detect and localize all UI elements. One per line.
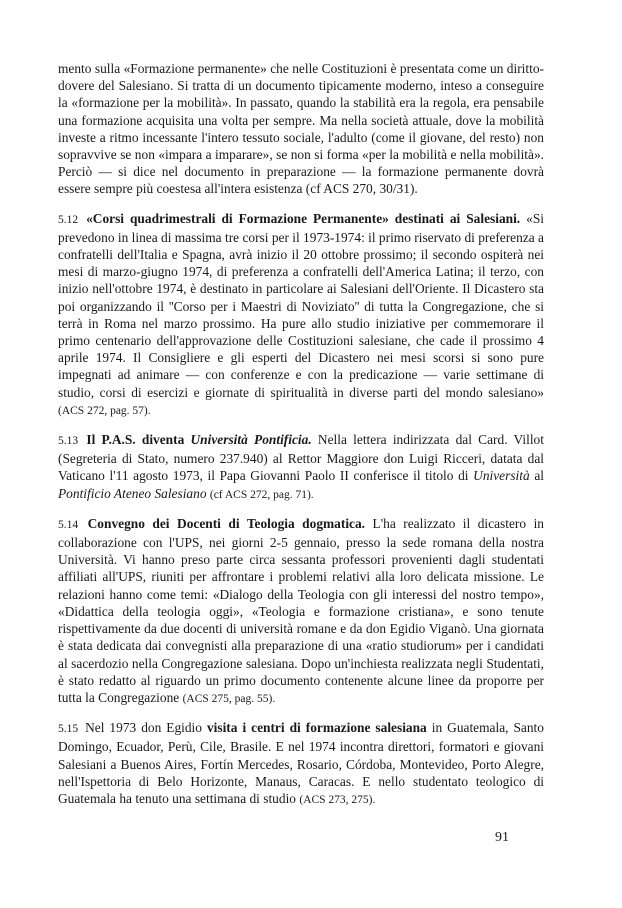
section-pre-text: Nel 1973 don Egidio [85,720,207,736]
section-number: 5.14 [58,518,79,531]
section-5-12 [58,210,544,420]
section-5-14 [58,515,544,708]
section-italic-term-2: Pontificio Ateneo Salesiano [58,485,207,501]
section-reference: (ACS 273, 275). [299,793,376,806]
page-number: 91 [495,830,509,845]
section-body-part-2: al [529,468,544,484]
intro-paragraph [58,60,544,198]
section-italic-term-1: Università [473,468,530,484]
section-reference: (cf ACS 272, pag. 71). [209,488,314,501]
section-heading: visita i centri di formazione salesiana [206,720,427,736]
section-body: L'ha realizzato il dicastero in collaborazione con l'UPS, nei giorni 2-5 gennaio, presso la sede romana della nostra Università. Vi hanno preso parte circa sessanta professori provenienti dagli studentati affiliati all'UPS, riuniti per affrontare i problemi relativi alla loro delicata missione. Le relazioni hanno come temi: «Dialogo della Teologia con gli interessi del nostro tempo», «Didattica della teologia oggi», «Teologia e formazione cristiana», e sono tenute rispettivamente da due docenti di università romane e da don Egidio Viganò. Una giornata è stata dedicata dai convegnisti alla preparazione di una «ratio studiorum» per i candidati al sacerdozio nella Congregazione salesiana. Dopo un'inchiesta realizzata negli Studentati, è stato redatto al riguardo un primo documento contenente alcune linee da proporre per tutta la Congregazione [58,515,544,705]
section-heading-italic: Università Pontificia. [190,432,312,448]
section-heading: «Corsi quadrimestrali di Formazione Permanente» destinati ai Salesiani. [86,210,521,226]
section-body-part-1: Nella lettera indirizzata dal Card. Villot (Segreteria di Stato, numero 237.940) al Rettor Maggiore don Luigi Ricceri, datata dal Vaticano l'11 agosto 1973, il Papa Giovanni Paolo II conferisce il titolo di [58,432,544,484]
section-heading-pre: Il P.A.S. diventa [86,432,191,448]
section-number: 5.13 [58,435,79,448]
section-body: in Guatemala, Santo Domingo, Ecuador, Perù, Cile, Brasile. E nel 1974 incontra direttori, formatori e giovani Salesiani a Buenos Aires, Fortín Mercedes, Rosario, Córdoba, Montevideo, Porto Alegre, nell'Ispettoria di Belo Horizonte, Manaus, Caracas. E nello studentato teologico di Guatemala ha tenuto una settimana di studio [58,720,544,806]
section-reference: (ACS 275, pag. 55). [182,692,276,705]
document-page [58,60,544,820]
section-body: «Si prevedono in linea di massima tre corsi per il 1973-1974: il primo riservato di preferenza a confratelli dell'Italia e Spagna, avrà inizio il 20 ottobre prossimo; il secondo ospiterà nei mesi di marzo-giugno 1974, di preferenza a confratelli dell'America Latina; il terzo, con inizio nell'ottobre 1974, è destinato in particolare ai Salesiani dell'Oriente. Il Dicastero sta poi organizzando il ''Corso per i Maestri di Noviziato'' di tutta la Congregazione, che si terrà in Roma nel marzo prossimo. Ha pure allo studio iniziative per commemorare il primo centenario dell'approvazione delle Costituzioni salesiane, che cade il prossimo 4 aprile 1974. Il Consigliere e gli esperti del Dicastero nei mesi scorsi si sono pure impegnati ad animare — con conferenze e con la predicazione — varie settimane di studio, corsi di esercizi e giornate di spiritualità in diverse parti del mondo salesiano» [58,210,545,400]
section-number: 5.15 [58,723,79,736]
section-heading: Convegno dei Docenti di Teologia dogmatica. [87,515,366,531]
section-reference: (ACS 272, pag. 57). [58,404,151,417]
intro-text: mento sulla «Formazione permanente» che nelle Costituzioni è presentata come un diritto-dovere del Salesiano. Si tratta di un documento tipicamente moderno, inteso a conseguire la «formazione per la mobilità». In passato, quando la stabilità era la regola, era pensabile una formazione acquisita una volta per sempre. Ma nella società attuale, dove la mobilità investe a ritmo incessante l'intero tessuto sociale, l'adulto (come il giovane, del resto) non sopravvive se non «impara a imparare», se non si forma «per la mobilità e nella mobilità». Perciò — si dice nel documento in preparazione — la formazione permanente dovrà essere sempre più coestesa all'intera esistenza (cf ACS 270, 30/31). [58,61,544,197]
section-5-15 [58,719,544,809]
section-5-13 [58,431,544,504]
section-number: 5.12 [58,213,79,226]
section-heading [86,432,311,447]
